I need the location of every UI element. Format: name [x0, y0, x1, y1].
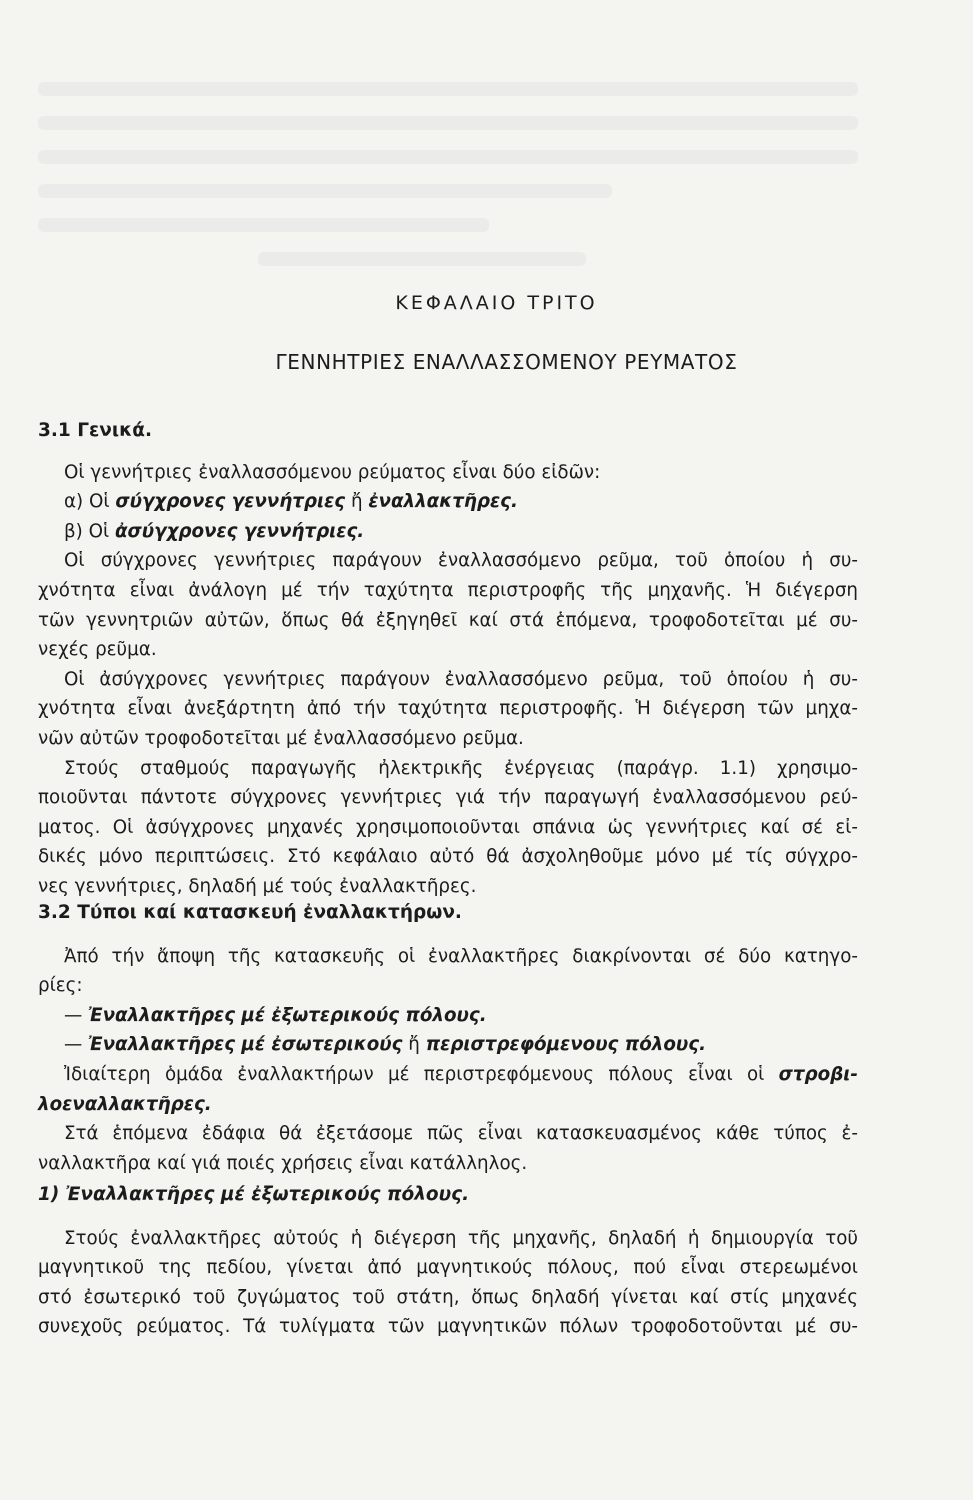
paragraph-line: Οἱ σύγχρονες γεννήτριες παράγουν ἐναλλασσόμενο ρεῦμα, τοῦ ὁποίου ἡ συ-	[64, 550, 858, 572]
chapter-label: ΚΕΦΑΛΑΙΟ ΤΡΙΤΟ	[395, 292, 598, 314]
paragraph-line: ναλλακτῆρα καί γιά ποιές χρήσεις εἶναι κατάλληλος.	[38, 1152, 528, 1174]
bleed-through-text	[38, 82, 858, 286]
paragraph-line: ποιοῦνται πάντοτε σύγχρονες γεννήτριες γιά τήν παραγωγή ἐναλλασσόμενου ρεύ-	[38, 787, 858, 809]
paragraph-line: χνότητα εἶναι ἀνάλογη μέ τήν ταχύτητα περιστροφῆς τῆς μηχανῆς. Ἡ διέγερση	[38, 579, 858, 601]
paragraph-line: νες γεννήτριες, δηλαδή μέ τούς ἐναλλακτῆρες.	[38, 875, 477, 897]
paragraph-line: Οἱ γεννήτριες ἐναλλασσόμενου ρεύματος εἶναι δύο εἰδῶν:	[64, 461, 601, 483]
paragraph-line: ρίες:	[38, 975, 83, 997]
paragraph-line: Ἰδιαίτερη ὁμάδα ἐναλλακτήρων μέ περιστρεφόμενους πόλους εἶναι οἱ στροβι-	[64, 1063, 858, 1085]
paragraph-line: νεχές ρεῦμα.	[38, 639, 157, 661]
paragraph-line: νῶν αὐτῶν τροφοδοτεῖται μέ ἐναλλασσόμενο ρεῦμα.	[38, 727, 524, 749]
list-item-b: β) Οἱ ἀσύγχρονες γεννήτριες.	[64, 520, 365, 542]
paragraph-line: Στούς σταθμούς παραγωγῆς ἠλεκτρικῆς ἐνέργειας (παράγρ. 1.1) χρησιμο-	[64, 757, 858, 779]
paragraph-line: Ἀπό τήν ἄποψη τῆς κατασκευῆς οἱ ἐναλλακτῆρες διακρίνονται σέ δύο κατηγο-	[64, 945, 858, 967]
paragraph-line: συνεχοῦς ρεύματος. Τά τυλίγματα τῶν μαγνητικῶν πόλων τροφοδοτοῦνται μέ συ-	[38, 1316, 858, 1338]
list-item: — Ἐναλλακτῆρες μέ ἐσωτερικούς ἤ περιστρεφόμενους πόλους.	[64, 1034, 707, 1056]
section-3-1	[38, 416, 858, 902]
section-heading: 3.2 Τύποι καί κατασκευή ἐναλλακτήρων.	[38, 902, 462, 923]
paragraph-line: Στά ἑπόμενα ἐδάφια θά ἐξετάσομε πῶς εἶναι κατασκευασμένος κάθε τύπος ἐ-	[64, 1123, 858, 1145]
subsection-1	[38, 1180, 858, 1342]
list-item: — Ἐναλλακτῆρες μέ ἐξωτερικούς πόλους.	[64, 1004, 487, 1026]
paragraph-line: στό ἐσωτερικό τοῦ ζυγώματος τοῦ στάτη, ὅπως δηλαδή γίνεται καί στίς μηχανές	[38, 1286, 858, 1308]
paragraph-line: ματος. Οἱ ἀσύγχρονες μηχανές χρησιμοποιοῦνται σπάνια ὡς γεννήτριες καί σέ εἰ-	[38, 816, 858, 838]
section-3-2	[38, 898, 858, 1178]
paragraph-line: δικές μόνο περιπτώσεις. Στό κεφάλαιο αὐτό θά ἀσχοληθοῦμε μόνο μέ τίς σύγχρο-	[38, 846, 858, 868]
paragraph-line: μαγνητικοῦ της πεδίου, γίνεται ἀπό μαγνητικούς πόλους, πού εἶναι στερεωμένοι	[38, 1257, 858, 1279]
paragraph-line: τῶν γεννητριῶν αὐτῶν, ὅπως θά ἐξηγηθεῖ καί στά ἑπόμενα, τροφοδοτεῖται μέ συ-	[38, 609, 858, 631]
paragraph-line: λοεναλλακτῆρες.	[38, 1093, 212, 1115]
paragraph-line: χνότητα εἶναι ἀνεξάρτητη ἀπό τήν ταχύτητα περιστροφῆς. Ἡ διέγερση τῶν μηχα-	[38, 698, 858, 720]
chapter-title: ΓΕΝΝΗΤΡΙΕΣ ΕΝΑΛΛΑΣΣΟΜΕΝΟΥ ΡΕΥΜΑΤΟΣ	[275, 350, 738, 374]
section-heading: 3.1 Γενικά.	[38, 420, 152, 441]
paragraph-line: Στούς ἐναλλακτῆρες αὐτούς ἡ διέγερση τῆς μηχανῆς, δηλαδή ἡ δημιουργία τοῦ	[64, 1227, 858, 1249]
paragraph-line: Οἱ ἀσύγχρονες γεννήτριες παράγουν ἐναλλασσόμενο ρεῦμα, τοῦ ὁποίου ἡ συ-	[64, 668, 858, 690]
list-item-a: α) Οἱ σύγχρονες γεννήτριες ἤ ἐναλλακτῆρες.	[64, 491, 518, 513]
subsection-heading: 1) Ἐναλλακτῆρες μέ ἐξωτερικούς πόλους.	[38, 1184, 470, 1205]
